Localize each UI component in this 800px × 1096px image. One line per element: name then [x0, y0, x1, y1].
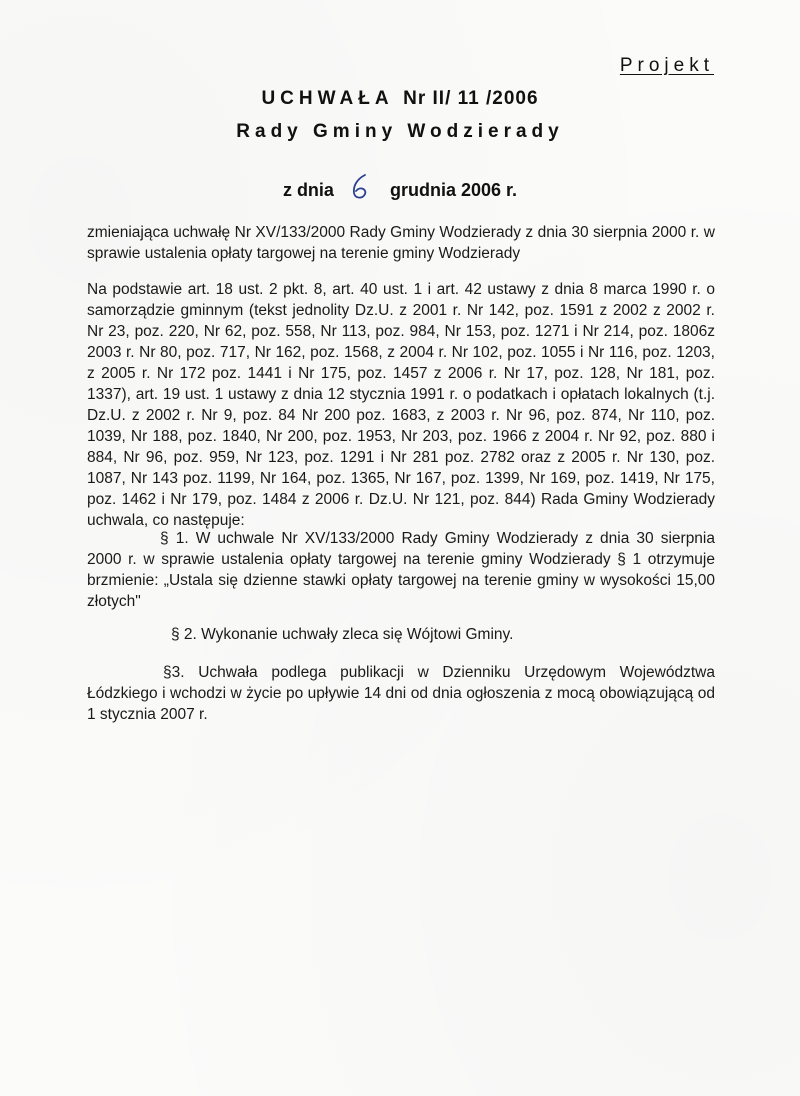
projekt-label: Projekt — [619, 55, 714, 76]
handwritten-day-6 — [347, 172, 377, 202]
resolution-subject: zmieniająca uchwałę Nr XV/133/2000 Rady Gminy Wodzierady z dnia 30 sierpnia 2000 r. w sprawie ustalenia opłaty targowej na terenie gminy Wodzierady — [87, 224, 715, 262]
legal-basis: Na podstawie art. 18 ust. 2 pkt. 8, art. 40 ust. 1 i art. 42 ustawy z dnia 8 marca 1990 r. o samorządzie gminnym (tekst jednolity Dz.U. z 2001 r. Nr 142, poz. 1591 z 2002 z 2002 r. Nr 23, poz. 220, Nr 62, poz. 558, Nr 113, poz. 984, Nr 153, poz. 1271 i Nr 214, poz. 1806z 2003 r. Nr 80, poz. 717, Nr 162, poz. 1568, z 2004 r. Nr 102, poz. 1055 i Nr 116, poz. 1203, z 2005 r. Nr 172 poz. 1441 i Nr 175, poz. 1457 z 2006 r. Nr 17, poz. 128, Nr 181, poz. 1337), art. 19 ust. 1 ustawy z dnia 12 stycznia 1991 r. o podatkach i opłatach lokalnych (t.j. Dz.U. z 2002 r. Nr 9, poz. 84 Nr 200 poz. 1683, z 2003 r. Nr 96, poz. 874, Nr 110, poz. 1039, Nr 188, poz. 1840, Nr 200, poz. 1953, Nr 203, poz. 1966 z 2004 r. Nr 92, poz. 880 i 884, Nr 96, poz. 959, Nr 123, poz. 1291 i Nr 281 poz. 2782 oraz z 2005 r. Nr 130, poz. 1087, Nr 143 poz. 1199, Nr 164, poz. 1365, Nr 167, poz. 1399, Nr 169, poz. 1419, Nr 175, poz. 1462 i Nr 179, poz. 1484 z 2006 r. Dz.U. Nr 121, poz. 844) Rada Gminy Wodzierady uchwala, co następuje: — [87, 281, 715, 529]
resolution-word: UCHWAŁA — [261, 88, 393, 109]
paragraph-1: § 1. W uchwale Nr XV/133/2000 Rady Gminy Wodzierady z dnia 30 sierpnia 2000 r. w sprawie ustalenia opłaty targowej na terenie gminy Wodzierady § 1 otrzymuje brzmienie: „Ustala się dzienne stawki opłaty targowej na terenie gminy w wysokości 15,00 złotych" — [87, 530, 715, 610]
date-suffix: grudnia 2006 r. — [389, 180, 518, 200]
date-prefix: z dnia — [282, 180, 334, 200]
resolution-title — [0, 88, 800, 110]
resolution-date — [0, 172, 800, 202]
paragraph-2: § 2. Wykonanie uchwały zleca się Wójtowi Gminy. — [171, 626, 514, 643]
council-name: Rady Gminy Wodzierady — [236, 121, 564, 142]
resolution-number: Nr II/ 11 /2006 — [403, 88, 539, 109]
paragraph-3: §3. Uchwała podlega publikacji w Dzienniku Urzędowym Województwa Łódzkiego i wchodzi w życie po upływie 14 dni od dnia ogłoszenia z mocą obowiązującą od 1 stycznia 2007 r. — [87, 664, 715, 723]
